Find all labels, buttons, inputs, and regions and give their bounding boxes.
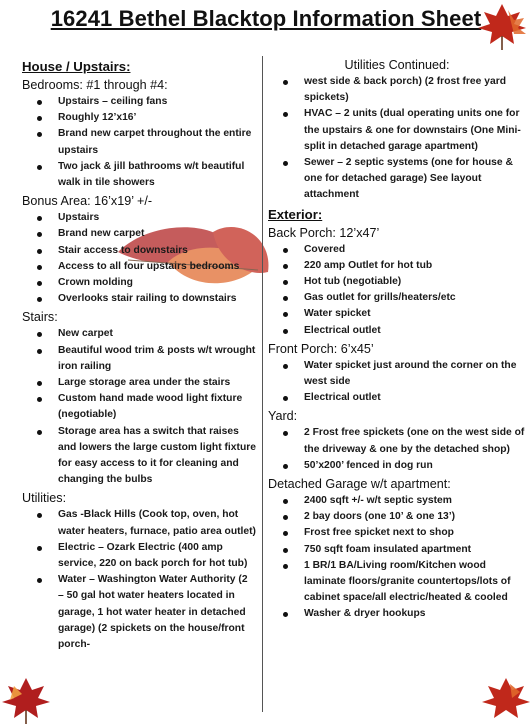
list-item: New carpet bbox=[58, 326, 256, 342]
list-item: 2 bay doors (one 10’ & one 13’) bbox=[304, 509, 526, 525]
page-title: 16241 Bethel Blacktop Information Sheet bbox=[50, 6, 482, 31]
bonus-area-list bbox=[22, 210, 256, 307]
right-column bbox=[268, 56, 526, 624]
list-item: Large storage area under the stairs bbox=[58, 375, 256, 391]
autumn-leaves-icon bbox=[474, 0, 530, 52]
list-item: Electrical outlet bbox=[304, 390, 526, 406]
list-item: Gas outlet for grills/heaters/etc bbox=[304, 290, 526, 306]
list-item: Water spicket just around the corner on the west side bbox=[304, 358, 526, 390]
left-column bbox=[22, 56, 256, 654]
list-item: 220 amp Outlet for hot tub bbox=[304, 258, 526, 274]
detached-garage-list bbox=[268, 493, 526, 623]
column-divider bbox=[262, 56, 263, 712]
list-item: west side & back porch) (2 frost free yard spickets) bbox=[304, 74, 526, 106]
yard-heading: Yard: bbox=[268, 409, 298, 424]
utilities-continued-heading: Utilities Continued: bbox=[344, 58, 450, 72]
list-item: Water – Washington Water Authority (2 – 50 gal hot water heaters located in garage, 1 hot water heater in detached garage) (2 spickets on the house/front porch- bbox=[58, 572, 256, 653]
list-item: Access to all four upstairs bedrooms bbox=[58, 259, 256, 275]
exterior-heading: Exterior: bbox=[268, 206, 323, 222]
autumn-leaves-icon bbox=[480, 672, 532, 724]
autumn-leaves-icon bbox=[0, 672, 52, 724]
list-item: 1 BR/1 BA/Living room/Kitchen wood laminate floors/granite countertops/lots of cabinet space/all electric/heated & cooled bbox=[304, 558, 526, 607]
stairs-list bbox=[22, 326, 256, 488]
front-porch-list bbox=[268, 358, 526, 407]
bedrooms-heading: Bedrooms: #1 through #4: bbox=[22, 78, 168, 92]
back-porch-heading: Back Porch: 12’x47’ bbox=[268, 225, 380, 240]
list-item: 2400 sqft +/- w/t septic system bbox=[304, 493, 526, 509]
list-item: Washer & dryer hookups bbox=[304, 606, 526, 622]
list-item: Stair access to downstairs bbox=[58, 243, 256, 259]
list-item: Storage area has a switch that raises and lowers the large custom light fixture for easy access to it for cleaning and changing the bulbs bbox=[58, 424, 256, 489]
list-item: Custom hand made wood light fixture (negotiable) bbox=[58, 391, 256, 423]
bedrooms-list bbox=[22, 94, 256, 191]
list-item: Sewer – 2 septic systems (one for house & one for detached garage) See layout attachment bbox=[304, 155, 526, 204]
list-item: Brand new carpet bbox=[58, 226, 256, 242]
list-item: Covered bbox=[304, 242, 526, 258]
yard-list bbox=[268, 425, 526, 474]
list-item: Hot tub (negotiable) bbox=[304, 274, 526, 290]
list-item: Beautiful wood trim & posts w/t wrought iron railing bbox=[58, 343, 256, 375]
list-item: 750 sqft foam insulated apartment bbox=[304, 542, 526, 558]
utilities-continued-list bbox=[268, 74, 526, 204]
list-item: Water spicket bbox=[304, 306, 526, 322]
back-porch-list bbox=[268, 242, 526, 339]
list-item: 50’x200’ fenced in dog run bbox=[304, 458, 526, 474]
list-item: Crown molding bbox=[58, 275, 256, 291]
detached-garage-heading: Detached Garage w/t apartment: bbox=[268, 477, 451, 492]
list-item: Frost free spicket next to shop bbox=[304, 525, 526, 541]
list-item: Upstairs bbox=[58, 210, 256, 226]
stairs-heading: Stairs: bbox=[22, 310, 58, 325]
list-item: Electric – Ozark Electric (400 amp service, 220 on back porch for hot tub) bbox=[58, 540, 256, 572]
list-item: 2 Frost free spickets (one on the west side of the driveway & one by the detached shop) bbox=[304, 425, 526, 457]
list-item: Upstairs – ceiling fans bbox=[58, 94, 256, 110]
bonus-area-heading: Bonus Area: 16’x19’ +/- bbox=[22, 194, 153, 209]
list-item: Electrical outlet bbox=[304, 323, 526, 339]
front-porch-heading: Front Porch: 6’x45’ bbox=[268, 341, 374, 356]
list-item: Brand new carpet throughout the entire upstairs bbox=[58, 126, 256, 158]
utilities-heading: Utilities: bbox=[22, 491, 67, 506]
utilities-list bbox=[22, 507, 256, 653]
list-item: HVAC – 2 units (dual operating units one for the upstairs & one for downstairs (One Mini-split in detached garage apartment) bbox=[304, 106, 526, 155]
list-item: Roughly 12’x16’ bbox=[58, 110, 256, 126]
house-heading: House / Upstairs: bbox=[22, 59, 131, 74]
list-item: Two jack & jill bathrooms w/t beautiful walk in tile showers bbox=[58, 159, 256, 191]
list-item: Overlooks stair railing to downstairs bbox=[58, 291, 256, 307]
list-item: Gas -Black Hills (Cook top, oven, hot water heaters, furnace, patio area outlet) bbox=[58, 507, 256, 539]
